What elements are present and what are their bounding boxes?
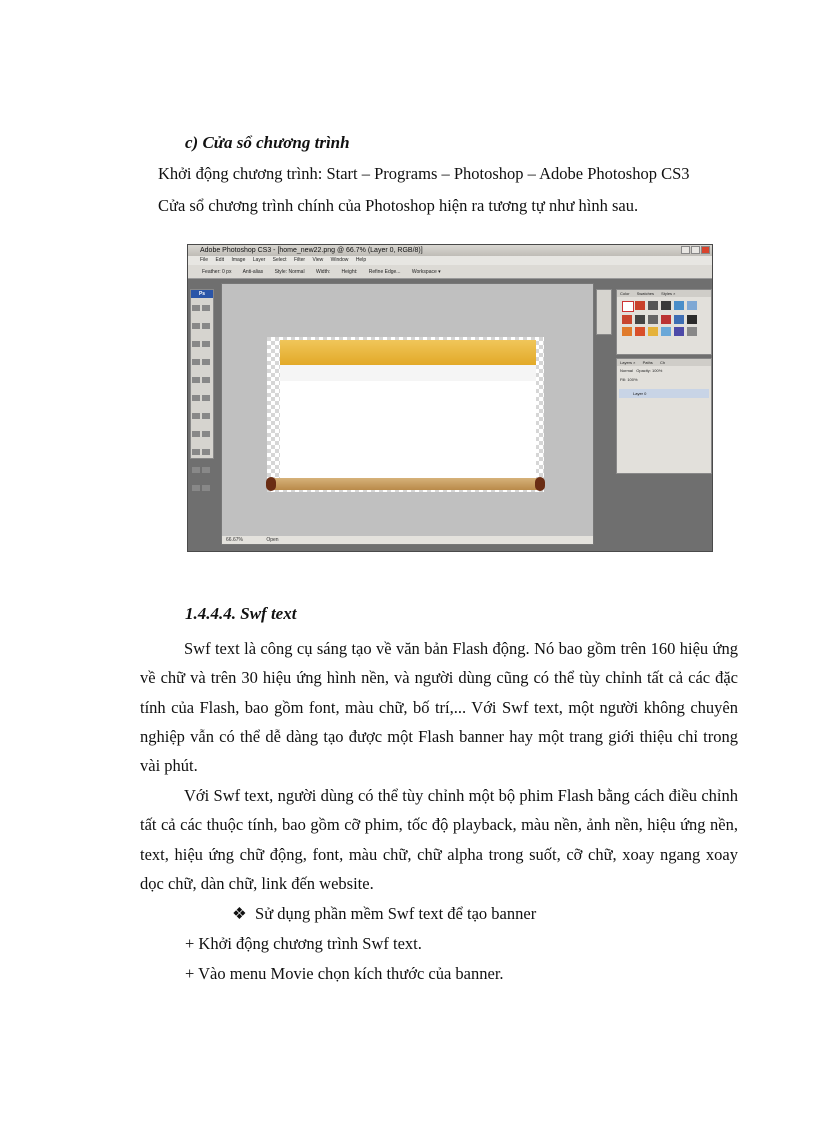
style-swatch bbox=[622, 327, 632, 336]
stamp-tool-icon bbox=[192, 377, 200, 383]
tab-channels: Ch bbox=[659, 360, 666, 365]
menu-select: Select bbox=[272, 257, 287, 263]
style-swatches bbox=[617, 297, 711, 340]
document-window bbox=[221, 283, 594, 545]
banner-header-strip bbox=[280, 340, 536, 365]
ps-logo: Ps bbox=[191, 290, 213, 298]
history-brush-icon bbox=[202, 377, 210, 383]
banner-body bbox=[280, 365, 536, 478]
section-heading-swf-text: 1.4.4.4. Swf text bbox=[185, 604, 297, 623]
layer-fill: Fill: 100% bbox=[620, 377, 638, 382]
option-workspace: Workspace ▾ bbox=[411, 269, 441, 275]
move-tool-icon bbox=[202, 305, 210, 311]
bullet-line bbox=[232, 904, 536, 924]
layers-panel-tabs bbox=[617, 359, 711, 366]
close-icon bbox=[701, 246, 710, 254]
window-title: Adobe Photoshop CS3 - [home_new22.png @ 66.7% (Layer 0, RGB/8)] bbox=[200, 247, 423, 254]
step-movie-menu: + Vào menu Movie chọn kích thước của banner. bbox=[185, 964, 504, 983]
menu-view: View bbox=[312, 257, 324, 263]
layer-row bbox=[619, 389, 709, 398]
style-swatch bbox=[687, 327, 697, 336]
layers-fill-row bbox=[617, 375, 711, 384]
swf-features-paragraph: Với Swf text, người dùng có thể tùy chỉnh một bộ phim Flash bằng cách điều chỉnh tất cả các thuộc tính, bao gồm cỡ phim, tốc độ playback, màu nền, ảnh nền, hiệu ứng nền, text, hiệu ứng chữ động, font, màu chữ, chữ alpha trong suốt, cỡ chữ, xoay ngang xoay dọc chữ, dàn chữ, link đến website. bbox=[140, 786, 738, 893]
menu-file: File bbox=[200, 257, 209, 263]
menu-bar bbox=[188, 256, 712, 265]
blur-tool-icon bbox=[192, 413, 200, 419]
path-select-icon bbox=[192, 449, 200, 455]
blend-mode: Normal bbox=[620, 368, 633, 373]
bullet-text: Sử dụng phần mềm Swf text để tạo banner bbox=[255, 904, 537, 923]
style-swatch bbox=[674, 327, 684, 336]
banner-band bbox=[280, 365, 536, 381]
style-swatch bbox=[635, 301, 645, 310]
notes-tool-icon bbox=[192, 467, 200, 473]
swf-intro-paragraph: Swf text là công cụ sáng tạo về văn bản Flash động. Nó bao gồm trên 160 hiệu ứng về chữ và trên 30 hiệu ứng hình nền, và người dùng cũng có thể tùy chỉnh tất cả các đặc tính của Flash, bao gồm font, màu chữ, bố trí,... Với Swf text, một người không chuyên nghiệp vẫn có thể dễ dàng tạo được một Flash banner hay một trang giới thiệu chỉ trong vài phút. bbox=[140, 639, 738, 776]
menu-layer: Layer bbox=[252, 257, 266, 263]
menu-help: Help bbox=[355, 257, 367, 263]
window-description: Cửa sổ chương trình chính của Photoshop hiện ra tương tự như hình sau. bbox=[158, 196, 639, 215]
dodge-tool-icon bbox=[202, 413, 210, 419]
option-width: Width: bbox=[315, 269, 331, 275]
tab-layers: Layers × bbox=[620, 360, 636, 365]
style-swatch bbox=[622, 315, 632, 324]
styles-panel bbox=[616, 289, 712, 355]
style-swatch bbox=[648, 327, 658, 336]
status-open: Open bbox=[266, 537, 279, 543]
style-swatch bbox=[635, 315, 645, 324]
layers-panel bbox=[616, 358, 712, 474]
tools-panel bbox=[190, 289, 214, 459]
tab-swatches: Swatches bbox=[636, 291, 655, 296]
window-titlebar bbox=[188, 245, 712, 256]
option-refine-edge: Refine Edge... bbox=[368, 269, 401, 275]
slice-tool-icon bbox=[202, 341, 210, 347]
style-swatch bbox=[674, 301, 684, 310]
style-swatch bbox=[674, 315, 684, 324]
lasso-tool-icon bbox=[192, 323, 200, 329]
menu-image: Image bbox=[231, 257, 246, 263]
step-launch: + Khởi động chương trình Swf text. bbox=[185, 934, 422, 953]
zoom-tool-icon bbox=[202, 485, 210, 491]
status-bar bbox=[222, 536, 593, 544]
option-antialias: Anti-alias bbox=[242, 269, 264, 275]
pen-tool-icon bbox=[192, 431, 200, 437]
style-swatch bbox=[635, 327, 645, 336]
section-heading-program-window: c) Cửa sổ chương trình bbox=[185, 133, 350, 152]
hand-tool-icon bbox=[192, 485, 200, 491]
style-swatch bbox=[687, 301, 697, 310]
style-swatch bbox=[661, 327, 671, 336]
crop-tool-icon bbox=[192, 341, 200, 347]
option-style: Style: Normal bbox=[274, 269, 305, 275]
style-swatch bbox=[661, 315, 671, 324]
options-bar bbox=[188, 265, 712, 279]
tab-paths: Paths bbox=[642, 360, 653, 365]
marquee-tool-icon bbox=[192, 305, 200, 311]
eraser-tool-icon bbox=[192, 395, 200, 401]
bullet-diamond-icon: ❖ bbox=[232, 904, 247, 923]
tab-color: Color bbox=[620, 291, 630, 296]
style-swatch bbox=[661, 301, 671, 310]
canvas-transparency bbox=[267, 337, 544, 492]
style-swatch bbox=[648, 301, 658, 310]
gradient-tool-icon bbox=[202, 395, 210, 401]
photoshop-screenshot bbox=[187, 244, 713, 552]
status-zoom: 66.67% bbox=[226, 537, 243, 543]
layer-opacity: Opacity: 100% bbox=[636, 368, 663, 373]
style-swatch bbox=[687, 315, 697, 324]
brush-tool-icon bbox=[202, 359, 210, 365]
style-swatch bbox=[648, 315, 658, 324]
menu-window: Window bbox=[330, 257, 349, 263]
banner-scroll-roll bbox=[269, 478, 542, 490]
launch-instruction: Khởi động chương trình: Start – Programs – Photoshop – Adobe Photoshop CS3 bbox=[158, 164, 690, 183]
layers-blend-row bbox=[617, 366, 711, 375]
style-swatch bbox=[622, 301, 634, 312]
layer-name: Layer 0 bbox=[633, 391, 647, 396]
menu-filter: Filter bbox=[293, 257, 306, 263]
minimize-icon bbox=[681, 246, 690, 254]
eyedropper-icon bbox=[202, 467, 210, 473]
option-height: Height: bbox=[341, 269, 358, 275]
option-feather: Feather: 0 px bbox=[202, 269, 232, 275]
maximize-icon bbox=[691, 246, 700, 254]
shape-tool-icon bbox=[202, 449, 210, 455]
tab-styles: Styles × bbox=[661, 291, 676, 296]
menu-edit: Edit bbox=[215, 257, 225, 263]
heal-tool-icon bbox=[192, 359, 200, 365]
window-controls bbox=[681, 246, 710, 254]
wand-tool-icon bbox=[202, 323, 210, 329]
styles-panel-tabs bbox=[617, 290, 711, 297]
collapsed-panel-strip bbox=[596, 289, 612, 335]
type-tool-icon bbox=[202, 431, 210, 437]
